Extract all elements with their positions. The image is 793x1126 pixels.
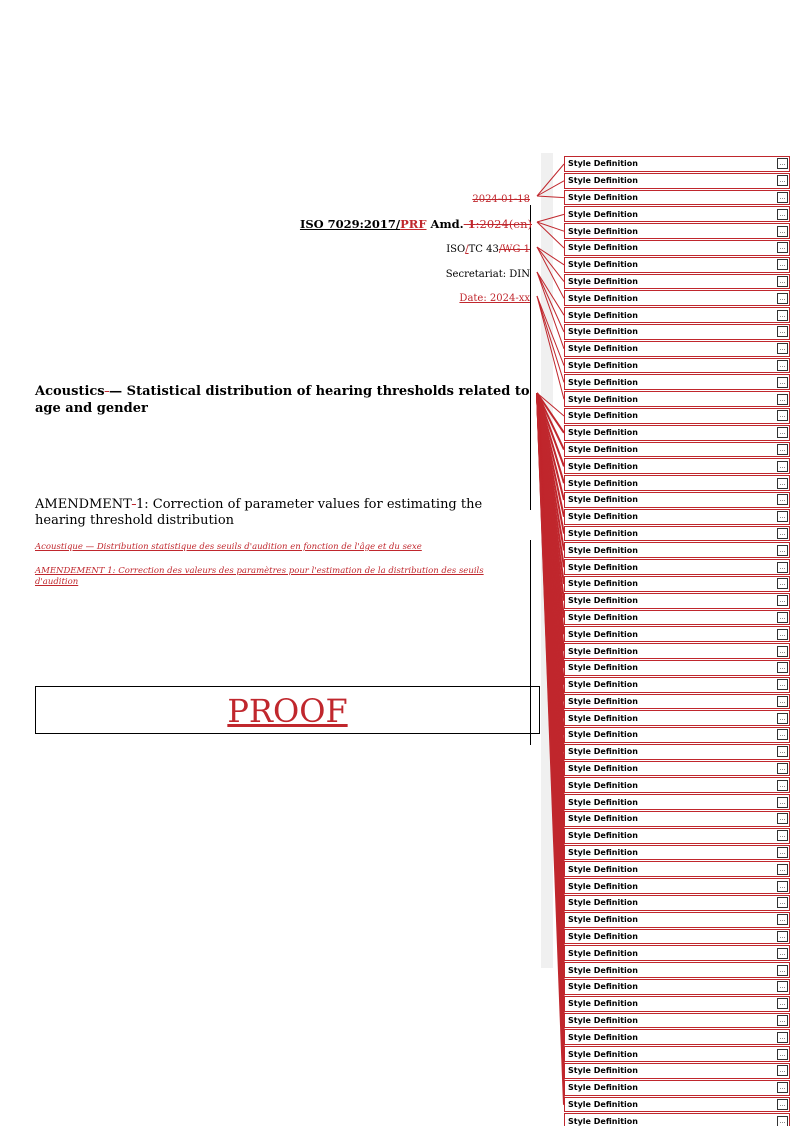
style-definition-row[interactable] xyxy=(564,492,790,508)
style-definition-label: Style Definition xyxy=(568,159,638,169)
french-title: Acoustique — Distribution statistique des seuils d'audition en fonction de l'âge et du sexe xyxy=(35,542,422,552)
expand-button[interactable]: ... xyxy=(777,427,788,438)
expand-button[interactable]: ... xyxy=(777,343,788,354)
expand-button[interactable]: ... xyxy=(777,746,788,757)
style-definition-row[interactable] xyxy=(564,878,790,894)
style-definition-label: Style Definition xyxy=(568,612,638,622)
style-definition-label: Style Definition xyxy=(568,411,638,421)
style-definition-label: Style Definition xyxy=(568,881,638,891)
style-definition-label: Style Definition xyxy=(568,1100,638,1110)
change-gutter xyxy=(541,153,553,968)
style-definition-label: Style Definition xyxy=(568,696,638,706)
expand-button[interactable]: ... xyxy=(777,1015,788,1026)
style-definition-label: Style Definition xyxy=(568,915,638,925)
style-definition-row[interactable] xyxy=(564,929,790,945)
expand-button[interactable]: ... xyxy=(777,729,788,740)
expand-button[interactable]: ... xyxy=(777,360,788,371)
style-definition-row[interactable] xyxy=(564,391,790,407)
expand-button[interactable]: ... xyxy=(777,461,788,472)
expand-button[interactable]: ... xyxy=(777,696,788,707)
style-definition-row[interactable] xyxy=(564,996,790,1012)
expand-button[interactable]: ... xyxy=(777,629,788,640)
expand-button[interactable]: ... xyxy=(777,998,788,1009)
style-definition-label: Style Definition xyxy=(568,1016,638,1026)
style-definition-row[interactable] xyxy=(564,845,790,861)
style-definition-row[interactable] xyxy=(564,307,790,323)
style-definition-label: Style Definition xyxy=(568,780,638,790)
expand-button[interactable]: ... xyxy=(777,209,788,220)
expand-button[interactable]: ... xyxy=(777,662,788,673)
expand-button[interactable]: ... xyxy=(777,444,788,455)
expand-button[interactable]: ... xyxy=(777,595,788,606)
expand-button[interactable]: ... xyxy=(777,1082,788,1093)
style-definition-label: Style Definition xyxy=(568,814,638,824)
style-definition-row[interactable] xyxy=(564,895,790,911)
expand-button[interactable]: ... xyxy=(777,175,788,186)
style-definition-label: Style Definition xyxy=(568,747,638,757)
style-definition-label: Style Definition xyxy=(568,831,638,841)
style-definition-label: Style Definition xyxy=(568,965,638,975)
expand-button[interactable]: ... xyxy=(777,259,788,270)
expand-button[interactable]: ... xyxy=(777,864,788,875)
style-definition-row[interactable] xyxy=(564,442,790,458)
expand-button[interactable]: ... xyxy=(777,511,788,522)
style-definition-label: Style Definition xyxy=(568,764,638,774)
style-definition-row[interactable] xyxy=(564,559,790,575)
style-definition-label: Style Definition xyxy=(568,713,638,723)
style-definition-row[interactable] xyxy=(564,828,790,844)
style-definition-row[interactable] xyxy=(564,1063,790,1079)
style-definition-label: Style Definition xyxy=(568,562,638,572)
expand-button[interactable]: ... xyxy=(777,377,788,388)
style-definition-row[interactable] xyxy=(564,257,790,273)
style-definition-label: Style Definition xyxy=(568,1049,638,1059)
style-definition-row[interactable] xyxy=(564,1080,790,1096)
style-definition-label: Style Definition xyxy=(568,646,638,656)
style-definition-label: Style Definition xyxy=(568,680,638,690)
style-definition-label: Style Definition xyxy=(568,848,638,858)
document-title: Acoustics — Statistical distribution of hearing thresholds related to age and gender xyxy=(35,384,530,416)
expand-button[interactable]: ... xyxy=(777,914,788,925)
style-definition-label: Style Definition xyxy=(568,545,638,555)
expand-button[interactable]: ... xyxy=(777,1049,788,1060)
expand-button[interactable]: ... xyxy=(777,763,788,774)
style-definition-label: Style Definition xyxy=(568,982,638,992)
style-definition-label: Style Definition xyxy=(568,478,638,488)
deleted-date: 2024-01-18 xyxy=(472,194,530,205)
expand-button[interactable]: ... xyxy=(777,310,788,321)
expand-button[interactable]: ... xyxy=(777,494,788,505)
style-definition-label: Style Definition xyxy=(568,495,638,505)
expand-button[interactable]: ... xyxy=(777,242,788,253)
style-definition-label: Style Definition xyxy=(568,226,638,236)
expand-button[interactable]: ... xyxy=(777,931,788,942)
style-definition-label: Style Definition xyxy=(568,512,638,522)
proof-banner xyxy=(35,686,540,734)
style-definition-row[interactable] xyxy=(564,290,790,306)
style-definition-label: Style Definition xyxy=(568,1116,638,1126)
style-definition-label: Style Definition xyxy=(568,528,638,538)
style-definition-label: Style Definition xyxy=(568,243,638,253)
style-definition-row[interactable] xyxy=(564,962,790,978)
french-amendment: AMENDEMENT 1: Correction des valeurs des paramètres pour l'estimation de la distribution des seuils d'audition xyxy=(35,566,484,587)
style-definition-row[interactable] xyxy=(564,374,790,390)
style-definition-label: Style Definition xyxy=(568,310,638,320)
expand-button[interactable]: ... xyxy=(777,545,788,556)
expand-button[interactable]: ... xyxy=(777,478,788,489)
style-definition-row[interactable] xyxy=(564,744,790,760)
style-definition-row[interactable] xyxy=(564,727,790,743)
style-definition-panel xyxy=(564,156,790,1126)
style-definition-row[interactable] xyxy=(564,593,790,609)
amendment-title: AMENDMENT 1: Correction of parameter values for estimating the hearing threshold distribution xyxy=(35,497,483,528)
style-definition-label: Style Definition xyxy=(568,209,638,219)
style-definition-row[interactable] xyxy=(564,425,790,441)
style-definition-row[interactable] xyxy=(564,190,790,206)
style-definition-row[interactable] xyxy=(564,576,790,592)
style-definition-row[interactable] xyxy=(564,223,790,239)
style-definition-row[interactable] xyxy=(564,945,790,961)
expand-button[interactable]: ... xyxy=(777,158,788,169)
inserted-date: Date: 2024-xx xyxy=(459,293,530,304)
style-definition-label: Style Definition xyxy=(568,663,638,673)
style-definition-label: Style Definition xyxy=(568,1032,638,1042)
style-definition-row[interactable] xyxy=(564,610,790,626)
style-definition-row[interactable] xyxy=(564,777,790,793)
change-bar xyxy=(530,205,531,510)
style-definition-label: Style Definition xyxy=(568,898,638,908)
expand-button[interactable]: ... xyxy=(777,830,788,841)
expand-button[interactable]: ... xyxy=(777,226,788,237)
expand-button[interactable]: ... xyxy=(777,981,788,992)
style-definition-row[interactable] xyxy=(564,811,790,827)
style-definition-label: Style Definition xyxy=(568,730,638,740)
style-definition-label: Style Definition xyxy=(568,360,638,370)
style-definition-row[interactable] xyxy=(564,324,790,340)
style-definition-label: Style Definition xyxy=(568,596,638,606)
style-definition-label: Style Definition xyxy=(568,444,638,454)
expand-button[interactable]: ... xyxy=(777,646,788,657)
style-definition-label: Style Definition xyxy=(568,192,638,202)
committee-reference: ISO/TC 43/WG 1 xyxy=(446,244,530,255)
style-definition-label: Style Definition xyxy=(568,377,638,387)
expand-button[interactable]: ... xyxy=(777,192,788,203)
style-definition-label: Style Definition xyxy=(568,948,638,958)
style-definition-row[interactable] xyxy=(564,526,790,542)
expand-button[interactable]: ... xyxy=(777,881,788,892)
style-definition-row[interactable] xyxy=(564,408,790,424)
style-definition-label: Style Definition xyxy=(568,176,638,186)
expand-button[interactable]: ... xyxy=(777,293,788,304)
style-definition-row[interactable] xyxy=(564,643,790,659)
style-definition-label: Style Definition xyxy=(568,293,638,303)
style-definition-row[interactable] xyxy=(564,694,790,710)
proof-label: PROOF xyxy=(227,692,348,730)
style-definition-row[interactable] xyxy=(564,1097,790,1113)
expand-button[interactable]: ... xyxy=(777,713,788,724)
expand-button[interactable]: ... xyxy=(777,679,788,690)
expand-button[interactable]: ... xyxy=(777,948,788,959)
style-definition-row[interactable] xyxy=(564,761,790,777)
style-definition-row[interactable] xyxy=(564,542,790,558)
expand-button[interactable]: ... xyxy=(777,780,788,791)
expand-button[interactable]: ... xyxy=(777,276,788,287)
style-definition-row[interactable] xyxy=(564,794,790,810)
style-definition-row[interactable] xyxy=(564,173,790,189)
expand-button[interactable]: ... xyxy=(777,965,788,976)
expand-button[interactable]: ... xyxy=(777,1065,788,1076)
style-definition-label: Style Definition xyxy=(568,932,638,942)
style-definition-label: Style Definition xyxy=(568,579,638,589)
style-definition-row[interactable] xyxy=(564,1029,790,1045)
style-definition-label: Style Definition xyxy=(568,1083,638,1093)
style-definition-row[interactable] xyxy=(564,274,790,290)
style-definition-row[interactable] xyxy=(564,912,790,928)
style-definition-row[interactable] xyxy=(564,458,790,474)
expand-button[interactable]: ... xyxy=(777,1116,788,1126)
style-definition-row[interactable] xyxy=(564,156,790,172)
style-definition-row[interactable] xyxy=(564,509,790,525)
secretariat: Secretariat: DIN xyxy=(445,269,530,280)
style-definition-row[interactable] xyxy=(564,341,790,357)
style-definition-label: Style Definition xyxy=(568,327,638,337)
style-definition-row[interactable] xyxy=(564,1046,790,1062)
expand-button[interactable]: ... xyxy=(777,562,788,573)
style-definition-label: Style Definition xyxy=(568,276,638,286)
expand-button[interactable]: ... xyxy=(777,410,788,421)
expand-button[interactable]: ... xyxy=(777,612,788,623)
expand-button[interactable]: ... xyxy=(777,897,788,908)
style-definition-row[interactable] xyxy=(564,1113,790,1126)
style-definition-row[interactable] xyxy=(564,710,790,726)
style-definition-row[interactable] xyxy=(564,861,790,877)
style-definition-row[interactable] xyxy=(564,1013,790,1029)
expand-button[interactable]: ... xyxy=(777,1099,788,1110)
style-definition-row[interactable] xyxy=(564,677,790,693)
style-definition-label: Style Definition xyxy=(568,1066,638,1076)
style-definition-label: Style Definition xyxy=(568,428,638,438)
style-definition-row[interactable] xyxy=(564,979,790,995)
style-definition-label: Style Definition xyxy=(568,461,638,471)
style-definition-label: Style Definition xyxy=(568,260,638,270)
expand-button[interactable]: ... xyxy=(777,1032,788,1043)
expand-button[interactable]: ... xyxy=(777,578,788,589)
style-definition-row[interactable] xyxy=(564,358,790,374)
style-definition-label: Style Definition xyxy=(568,864,638,874)
style-definition-row[interactable] xyxy=(564,206,790,222)
document-reference: ISO 7029:2017/PRF Amd. 1:2024(en) xyxy=(299,217,532,231)
style-definition-label: Style Definition xyxy=(568,629,638,639)
style-definition-label: Style Definition xyxy=(568,394,638,404)
style-definition-label: Style Definition xyxy=(568,999,638,1009)
style-definition-label: Style Definition xyxy=(568,344,638,354)
expand-button[interactable]: ... xyxy=(777,813,788,824)
expand-button[interactable]: ... xyxy=(777,528,788,539)
style-definition-row[interactable] xyxy=(564,475,790,491)
expand-button[interactable]: ... xyxy=(777,847,788,858)
expand-button[interactable]: ... xyxy=(777,797,788,808)
expand-button[interactable]: ... xyxy=(777,394,788,405)
style-definition-row[interactable] xyxy=(564,240,790,256)
style-definition-label: Style Definition xyxy=(568,797,638,807)
expand-button[interactable]: ... xyxy=(777,326,788,337)
style-definition-row[interactable] xyxy=(564,626,790,642)
style-definition-row[interactable] xyxy=(564,660,790,676)
